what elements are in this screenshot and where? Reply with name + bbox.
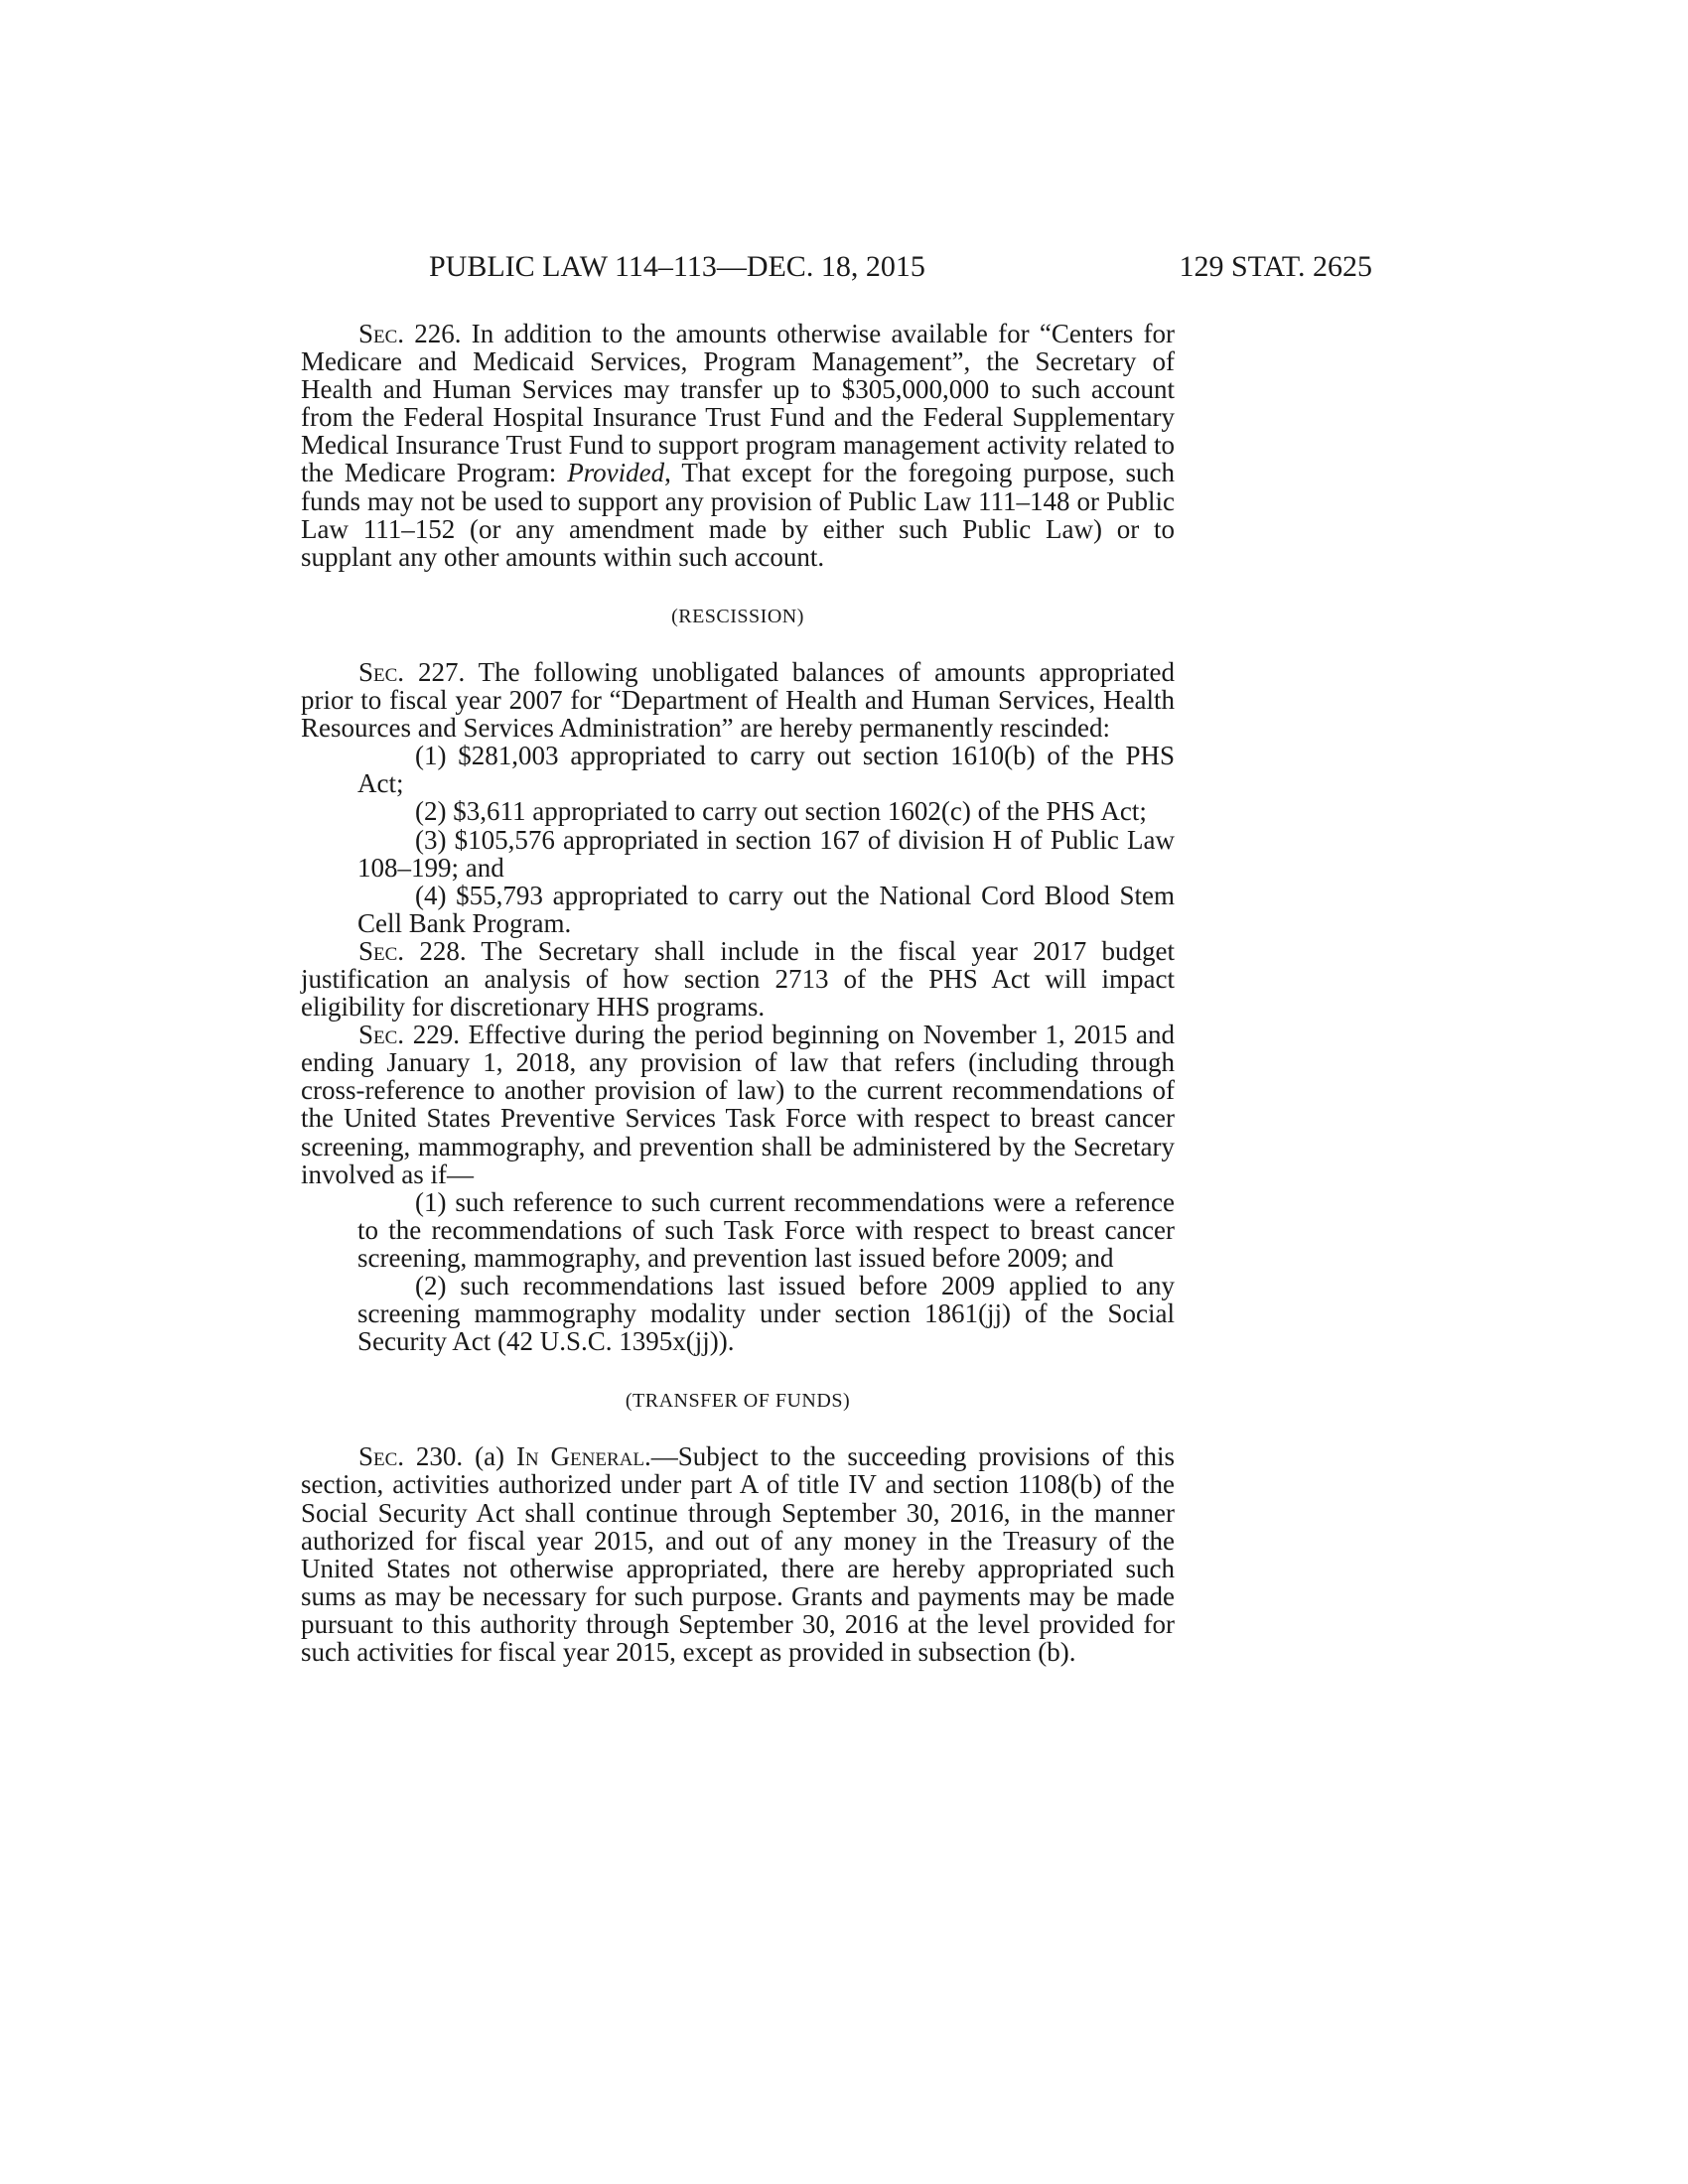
header-title: PUBLIC LAW 114–113—DEC. 18, 2015 (429, 250, 925, 283)
section-228 (301, 937, 1175, 1021)
sec-230-text: .—Subject to the succeeding provisions of this section, activities authorized under part A of title IV and section 1108(b) of the Social Security Act shall continue through September 30, 2016, in the manner authorized for fiscal year 2015, and out of any money in the Treasury of the United States not otherwise appropriated, there are hereby appropriated such sums as may be necessary for such purpose. Grants and payments may be made pursuant to this authority through September 30, 2016 at the level provided for such activities for fiscal year 2015, except as provided in subsection (b). (301, 1441, 1175, 1668)
sec-227-item-2: (2) $3,611 appropriated to carry out section 1602(c) of the PHS Act; (415, 796, 1147, 827)
provided-term: Provided (567, 458, 665, 488)
sec-227-item-4: (4) $55,793 appropriated to carry out the National Cord Blood Stem Cell Bank Program. (357, 880, 1175, 938)
sec-229-text: 229. Effective during the period beginning on November 1, 2015 and ending January 1, 2018, any provision of law that refers (including through cross-reference to another provision of law) to the current recommendations of the United States Preventive Services Task Force with respect to breast cancer screening, mammography, and prevention shall be administered by the Secretary involved as if— (301, 1020, 1175, 1189)
document-body (301, 320, 1175, 1666)
sec-label: Sec. (358, 935, 405, 966)
section-226 (301, 320, 1175, 571)
header-stat-page: 129 STAT. 2625 (1179, 250, 1372, 283)
sec-229-item-1: (1) such reference to such current recommendations were a reference to the recommendations of such Task Force with respect to breast cancer screening, mammography, and prevention last issued before 2009; and (357, 1186, 1175, 1273)
sec-label: Sec. (358, 1441, 405, 1472)
section-229 (301, 1021, 1175, 1188)
sec-230-num: 230. (a) (404, 1441, 516, 1472)
running-header (429, 250, 1372, 290)
sec-label: Sec. (358, 319, 405, 348)
section-227 (301, 658, 1175, 742)
sec-label: Sec. (358, 1020, 405, 1050)
sec-227-item-1: (1) $281,003 appropriated to carry out section 1610(b) of the PHS Act; (357, 741, 1175, 799)
section-230 (301, 1442, 1175, 1666)
heading-transfer-of-funds: (TRANSFER OF FUNDS) (625, 1390, 851, 1413)
sec-227-text: 227. The following unobligated balances of amounts appropriated prior to fiscal year 2007 for “Department of Health and Human Services, Health Resources and Services Administration” are hereby permanently rescinded: (301, 656, 1175, 744)
sec-226-text-pre: 226. In addition to the amounts otherwise available for “Centers for Medicare and Medicaid Services, Program Management”, the Secretary of Health and Human Services may transfer up to $305,000,000 to such account from the Federal Hospital Insurance Trust Fund and the Federal Supplementary Medical Insurance Trust Fund to support program management activity related to the Medicare Program: (301, 319, 1175, 488)
sec-label: Sec. (358, 656, 405, 687)
heading-rescission: (RESCISSION) (671, 605, 804, 627)
sec-228-text: 228. The Secretary shall include in the fiscal year 2017 budget justification an analysis of how section 2713 of the PHS Act will impact eligibility for discretionary HHS programs. (301, 935, 1175, 1023)
sec-226-text-post: , That except for the foregoing purpose, such funds may not be used to support any provision of Public Law 111–148 or Public Law 111–152 (or any amendment made by either such Public Law) or to supplant any other amounts within such account. (301, 458, 1175, 572)
sec-229-item-2: (2) such recommendations last issued before 2009 applied to any screening mammography modality under section 1861(jj) of the Social Security Act (42 U.S.C. 1395x(jj)). (357, 1271, 1175, 1357)
sec-230-subhead: In General (515, 1441, 644, 1472)
sec-227-item-3: (3) $105,576 appropriated in section 167 of division H of Public Law 108–199; and (357, 824, 1175, 883)
